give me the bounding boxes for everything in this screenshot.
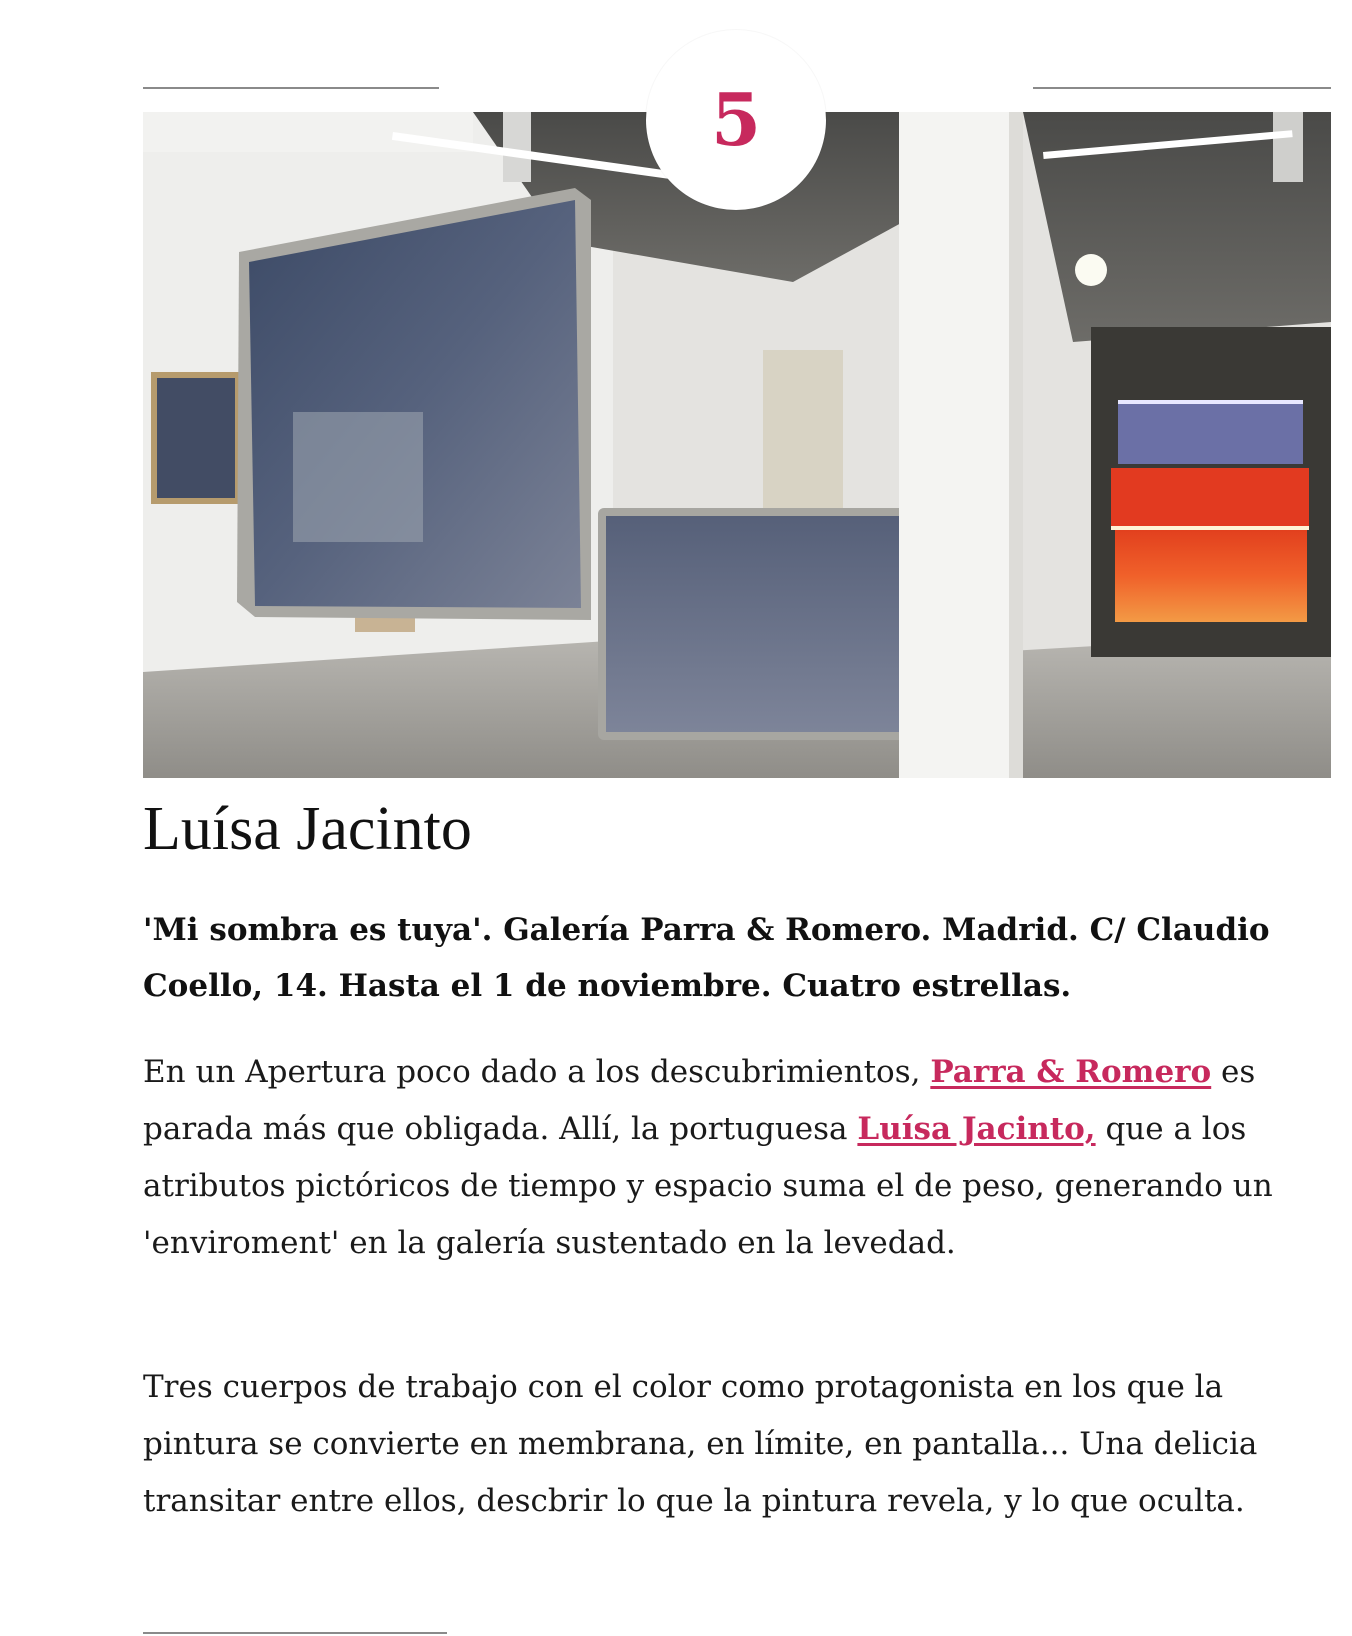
exhibition-details: 'Mi sombra es tuya'. Galería Parra & Romero. Madrid. C/ Claudio Coello, 14. Hasta el 1 de noviembre. Cuatro estrellas. xyxy=(143,912,1270,1004)
artist-title: Luísa Jacinto xyxy=(143,795,472,863)
ranking-badge xyxy=(646,30,826,210)
gallery-installation-photo xyxy=(143,112,1331,778)
photo-illustration xyxy=(143,112,1331,778)
divider-right xyxy=(1033,87,1331,89)
link-parra-romero[interactable]: Parra & Romero xyxy=(930,1054,1212,1090)
divider-left xyxy=(143,87,439,89)
paragraph-text: es parada más que obligada. Allí, la portuguesa xyxy=(143,1054,1256,1147)
review-paragraph-1 xyxy=(143,1044,1333,1272)
link-luisa-jacinto[interactable]: Luísa Jacinto, xyxy=(857,1111,1096,1147)
review-paragraph-2: Tres cuerpos de trabajo con el color como protagonista en los que la pintura se convierte en membrana, en límite, en pantalla... Una delicia transitar entre ellos, descbrir lo que la pintura revela, y lo que oculta. xyxy=(143,1369,1258,1519)
ranking-number: 5 xyxy=(710,77,762,162)
divider-bottom xyxy=(143,1632,447,1634)
paragraph-text: que a los atributos pictóricos de tiempo y espacio suma el de peso, generando un 'enviroment' en la galería sustentado en la levedad. xyxy=(143,1111,1273,1261)
paragraph-text: En un Apertura poco dado a los descubrimientos, xyxy=(143,1054,931,1090)
